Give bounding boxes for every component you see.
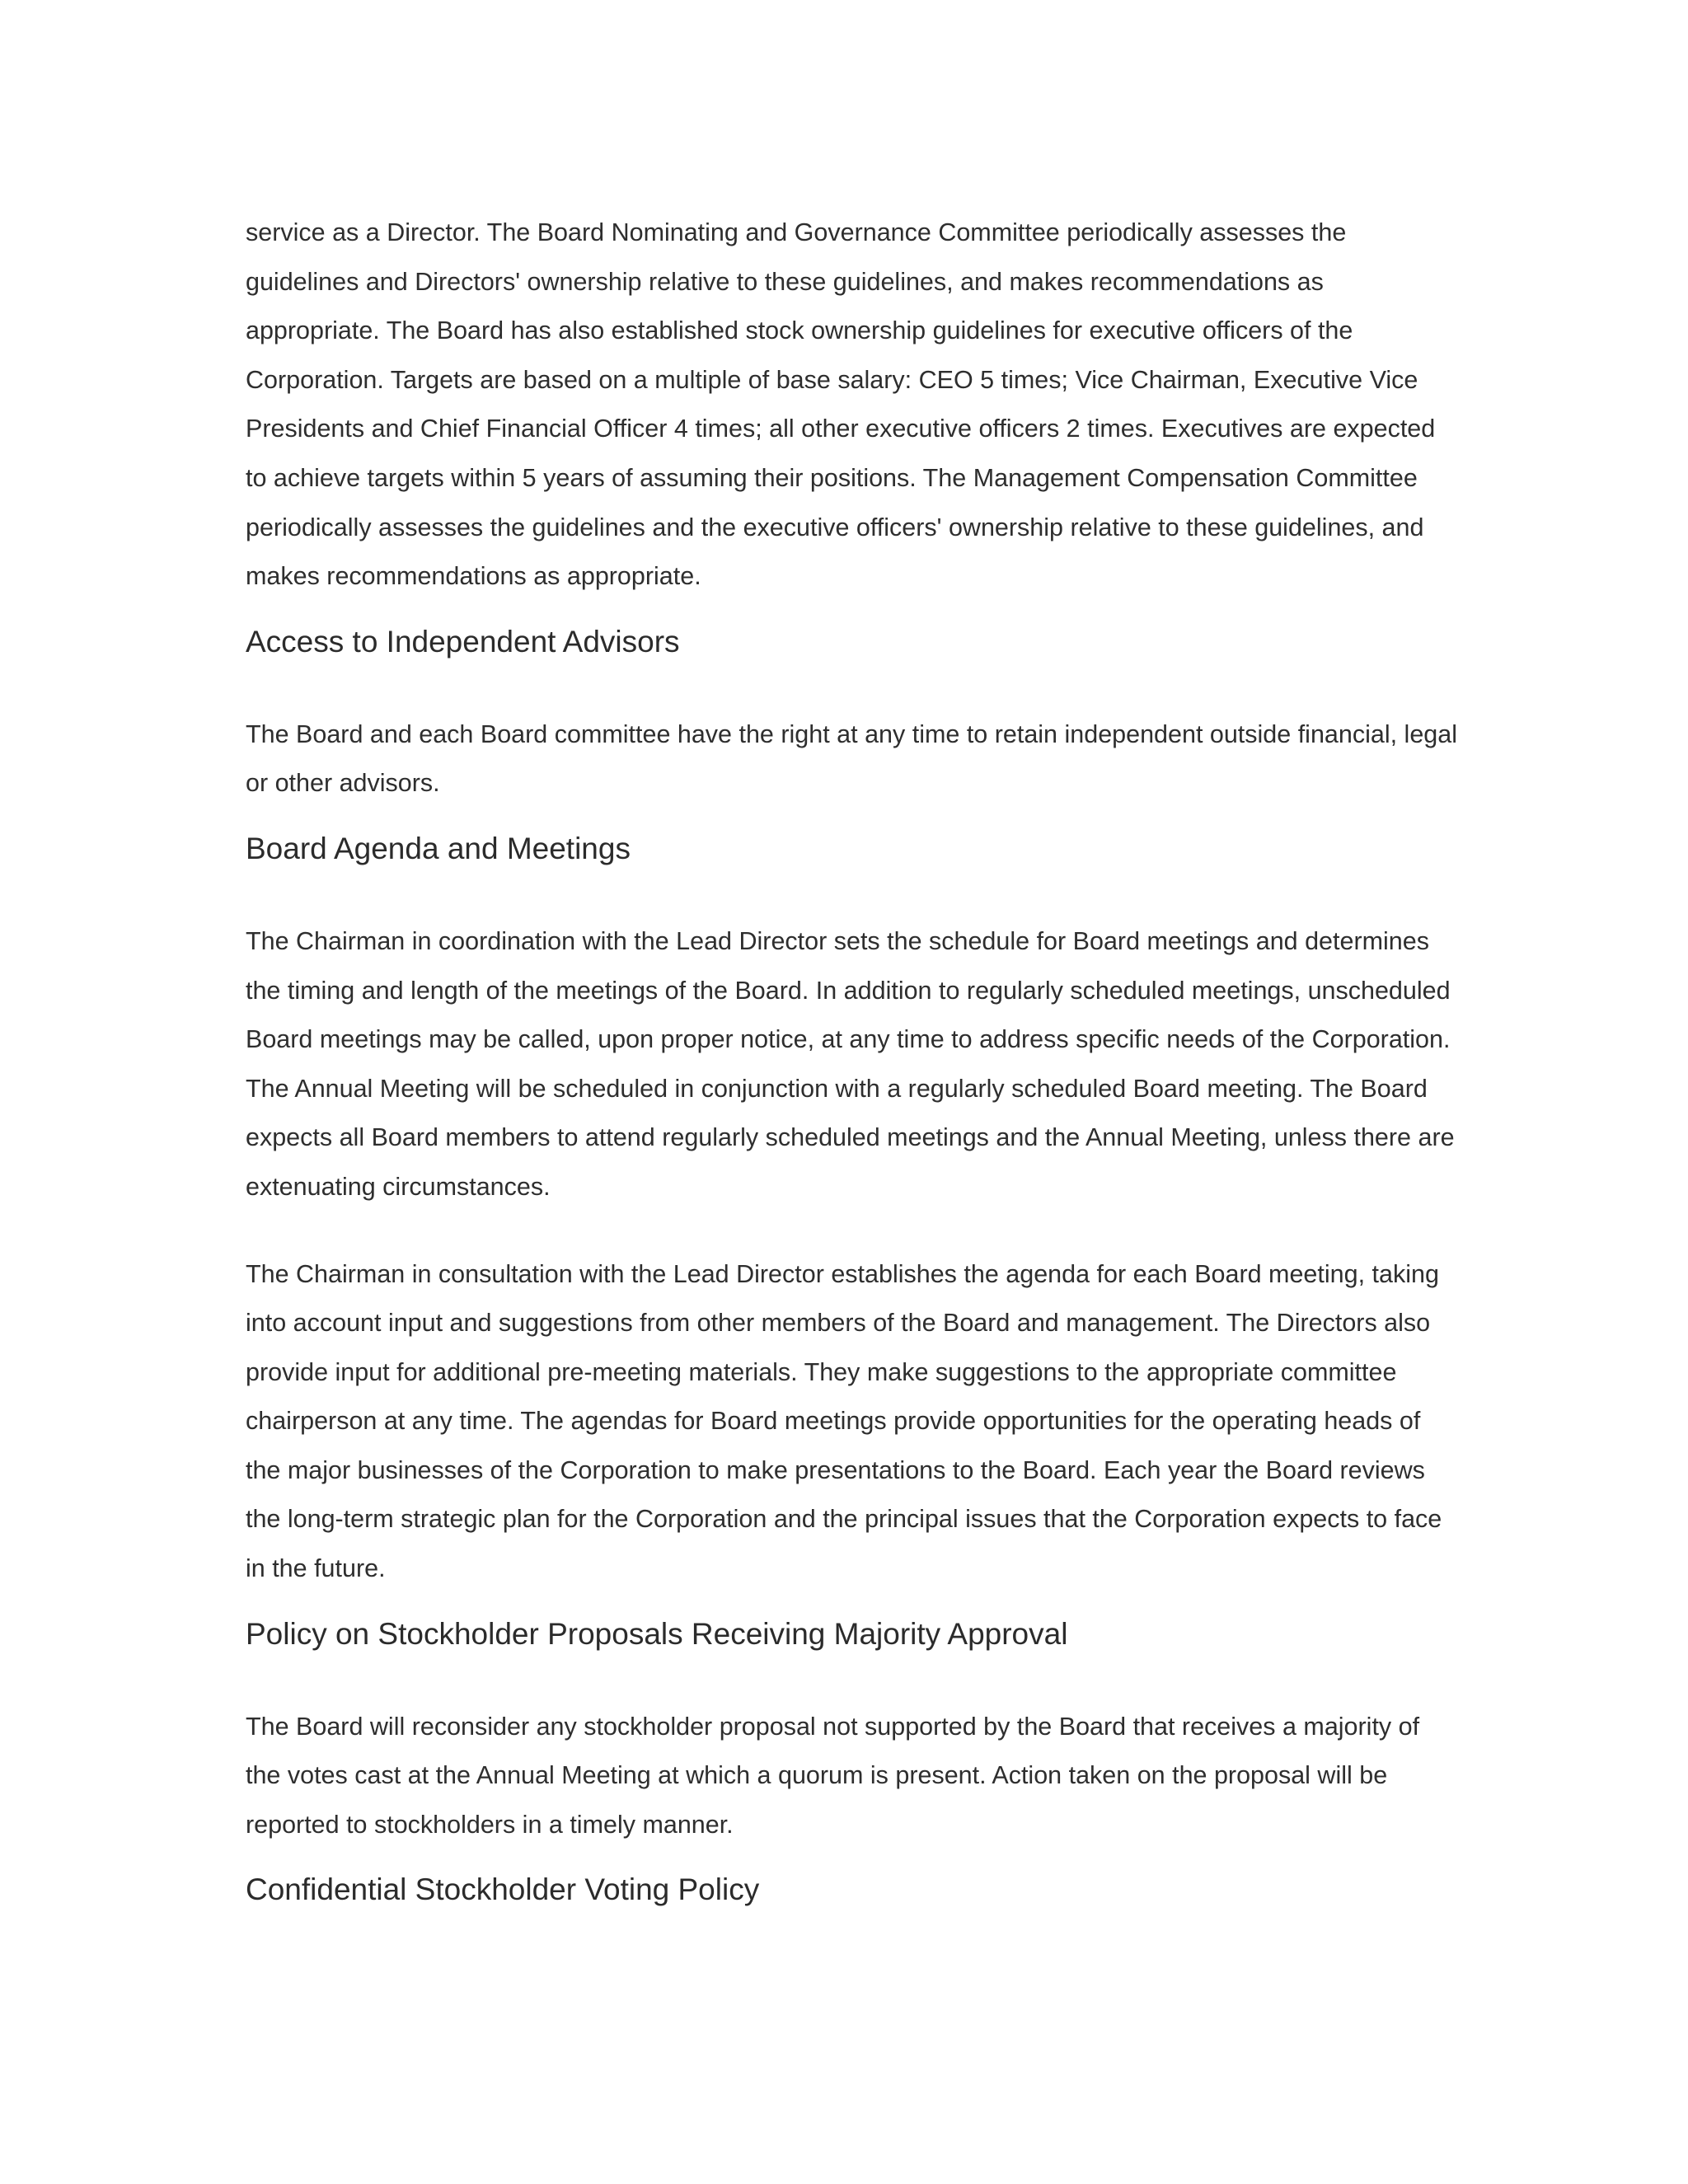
spacer bbox=[246, 868, 1457, 917]
spacer bbox=[246, 1594, 1457, 1615]
board-agenda-paragraph: The Chairman in consultation with the Lead Director establishes the agenda for each Board meeting, taking into account input and suggestions from other members of the Board and management. The Directors also provide input for additional pre-meeting materials. They make suggestions to the appropriate committee chairperson at any time. The agendas for Board meetings provide opportunities for the operating heads of the major businesses of the Corporation to make presentations to the Board. Each year the Board reviews the long-term strategic plan for the Corporation and the principal issues that the Corporation expects to face in the future. bbox=[246, 1259, 1442, 1583]
section-heading-confidential-voting: Confidential Stockholder Voting Policy bbox=[246, 1872, 760, 1907]
independent-advisors-paragraph: The Board and each Board committee have the right at any time to retain independent outside financial, legal or other advisors. bbox=[246, 719, 1458, 798]
spacer bbox=[246, 808, 1457, 830]
stockholder-proposals-paragraph: The Board will reconsider any stockholder proposal not supported by the Board that receives a majority of the votes cast at the Annual Meeting at which a quorum is present. Action taken on the proposal will be reported to stockholders in a timely manner. bbox=[246, 1712, 1420, 1839]
spacer bbox=[246, 1212, 1457, 1250]
section-heading-independent-advisors: Access to Independent Advisors bbox=[246, 624, 680, 658]
section-heading-board-agenda: Board Agenda and Meetings bbox=[246, 831, 631, 865]
spacer bbox=[246, 602, 1457, 623]
document-body bbox=[246, 209, 1457, 1909]
spacer bbox=[246, 661, 1457, 710]
spacer bbox=[246, 1849, 1457, 1871]
section-heading-stockholder-proposals: Policy on Stockholder Proposals Receiving Majority Approval bbox=[246, 1616, 1068, 1651]
spacer bbox=[246, 1653, 1457, 1703]
stock-ownership-paragraph: service as a Director. The Board Nominating and Governance Committee periodically assesses the guidelines and Directors' ownership relative to these guidelines, and makes recommendations as appropriate. The Board has also established stock ownership guidelines for executive officers of the Corporation. Targets are based on a multiple of base salary: CEO 5 times; Vice Chairman, Executive Vice Presidents and Chief Financial Officer 4 times; all other executive officers 2 times. Executives are expected to achieve targets within 5 years of assuming their positions. The Management Compensation Committee periodically assesses the guidelines and the executive officers' ownership relative to these guidelines, and makes recommendations as appropriate. bbox=[246, 218, 1436, 591]
board-meetings-paragraph: The Chairman in coordination with the Lead Director sets the schedule for Board meetings and determines the timing and length of the meetings of the Board. In addition to regularly scheduled meetings, unscheduled Board meetings may be called, upon proper notice, at any time to address specific needs of the Corporation. The Annual Meeting will be scheduled in conjunction with a regularly scheduled Board meeting. The Board expects all Board members to attend regularly scheduled meetings and the Annual Meeting, unless there are extenuating circumstances. bbox=[246, 926, 1455, 1201]
